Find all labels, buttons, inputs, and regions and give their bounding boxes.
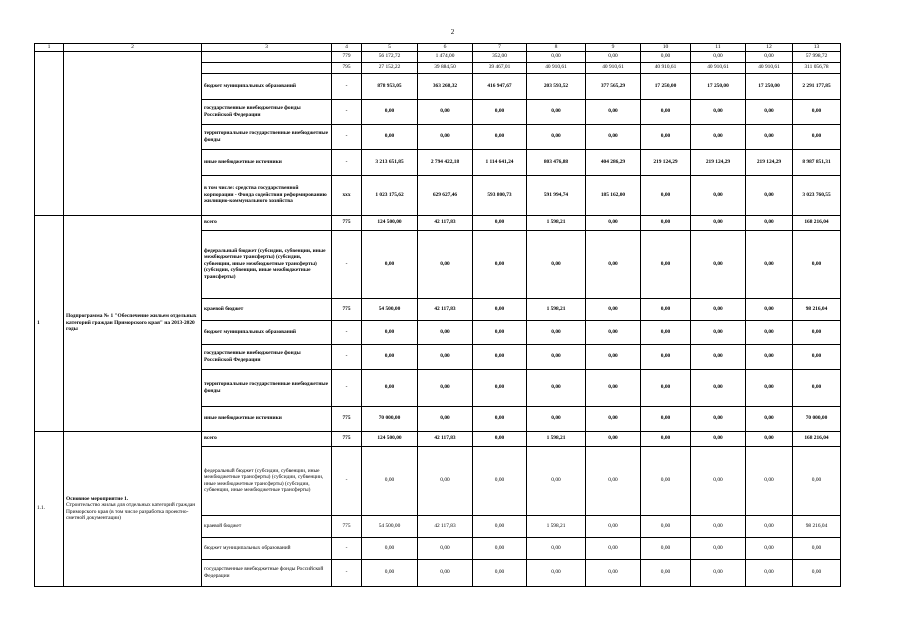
header-cell: 8 bbox=[527, 44, 586, 52]
value-cell: 0,00 bbox=[527, 537, 586, 559]
activity-name bbox=[64, 431, 202, 586]
value-cell: 1 598,21 bbox=[527, 215, 586, 230]
value-cell: 0,00 bbox=[793, 446, 841, 515]
budget-table-body bbox=[35, 44, 841, 587]
value-cell: 0,00 bbox=[473, 230, 527, 298]
code-cell: 775 bbox=[332, 406, 362, 431]
value-cell: 0,00 bbox=[362, 537, 418, 559]
value-cell: 0,00 bbox=[746, 559, 793, 586]
header-cell: 12 bbox=[746, 44, 793, 52]
value-cell: 39 884,50 bbox=[418, 62, 473, 73]
value-cell: 0,00 bbox=[473, 344, 527, 369]
value-cell: 1 474,00 bbox=[418, 51, 473, 62]
table-row bbox=[35, 51, 841, 62]
value-cell: 1 114 641,24 bbox=[473, 149, 527, 175]
value-cell: 0,00 bbox=[793, 537, 841, 559]
value-cell: 404 286,29 bbox=[586, 149, 641, 175]
header-cell: 2 bbox=[64, 44, 202, 52]
funding-source-cell: государственные внебюджетные фонды Российской Федерации bbox=[202, 559, 332, 586]
value-cell: 0,00 bbox=[473, 298, 527, 320]
value-cell: 0,00 bbox=[586, 515, 641, 537]
code-cell: 775 bbox=[332, 431, 362, 446]
code-cell: - bbox=[332, 124, 362, 149]
value-cell: 0,00 bbox=[527, 124, 586, 149]
value-cell: 593 800,73 bbox=[473, 175, 527, 215]
value-cell: 0,00 bbox=[362, 99, 418, 124]
value-cell: 0,00 bbox=[691, 320, 746, 344]
header-cell: 11 bbox=[691, 44, 746, 52]
value-cell: 0,00 bbox=[691, 431, 746, 446]
value-cell: 0,00 bbox=[473, 559, 527, 586]
value-cell: 0,00 bbox=[527, 99, 586, 124]
value-cell: 0,00 bbox=[527, 320, 586, 344]
value-cell: 0,00 bbox=[586, 369, 641, 406]
value-cell: 0,00 bbox=[746, 124, 793, 149]
value-cell: 0,00 bbox=[641, 215, 691, 230]
subprogram-name: Подпрограмма № 1 "Обеспечение жильем отдельных категорий граждан Приморского края" на 2013-2020 годы bbox=[64, 215, 202, 431]
value-cell: 0,00 bbox=[793, 369, 841, 406]
value-cell: 0,00 bbox=[362, 559, 418, 586]
value-cell: 0,00 bbox=[746, 406, 793, 431]
value-cell: 124 500,00 bbox=[362, 431, 418, 446]
value-cell: 0,00 bbox=[746, 230, 793, 298]
value-cell: 0,00 bbox=[586, 124, 641, 149]
value-cell: 0,00 bbox=[473, 446, 527, 515]
header-cell: 6 bbox=[418, 44, 473, 52]
value-cell: 54 500,00 bbox=[362, 515, 418, 537]
value-cell: 8 987 851,31 bbox=[793, 149, 841, 175]
page-number: 2 bbox=[450, 28, 455, 36]
value-cell: 98 216,04 bbox=[793, 515, 841, 537]
value-cell: 0,00 bbox=[746, 175, 793, 215]
header-cell: 13 bbox=[793, 44, 841, 52]
funding-source-cell: в том числе: средства государственной корпорации - Фонда содействия реформированию жилищно-коммунального хозяйства bbox=[202, 175, 332, 215]
value-cell: 0,00 bbox=[527, 406, 586, 431]
value-cell: 2 291 177,85 bbox=[793, 73, 841, 99]
code-cell: 775 bbox=[332, 515, 362, 537]
value-cell: 56 172,72 bbox=[362, 51, 418, 62]
value-cell: 0,00 bbox=[641, 406, 691, 431]
value-cell: 0,00 bbox=[418, 446, 473, 515]
table-row bbox=[35, 431, 841, 446]
funding-source-cell: краевой бюджет bbox=[202, 515, 332, 537]
value-cell: 0,00 bbox=[527, 230, 586, 298]
subprogram-number: 1 bbox=[35, 215, 64, 431]
value-cell: 0,00 bbox=[746, 298, 793, 320]
value-cell: 0,00 bbox=[586, 344, 641, 369]
value-cell: 0,00 bbox=[418, 124, 473, 149]
value-cell: 1 598,21 bbox=[527, 431, 586, 446]
value-cell: 219 124,29 bbox=[641, 149, 691, 175]
value-cell: 0,00 bbox=[641, 298, 691, 320]
code-cell: 795 bbox=[332, 62, 362, 73]
value-cell: 0,00 bbox=[362, 446, 418, 515]
value-cell: 0,00 bbox=[691, 406, 746, 431]
value-cell: 1 023 175,62 bbox=[362, 175, 418, 215]
header-cell: 7 bbox=[473, 44, 527, 52]
value-cell: 0,00 bbox=[418, 537, 473, 559]
value-cell: 42 117,83 bbox=[418, 298, 473, 320]
funding-source-cell: федеральный бюджет (субсидии, субвенции, иные межбюджетные трансферты) (субсидии, субвенции, иные межбюджетные трансферты) (субсидии, субвенции, иные межбюджетные трансферты) bbox=[202, 446, 332, 515]
value-cell: 17 250,00 bbox=[691, 73, 746, 99]
value-cell: 0,00 bbox=[586, 230, 641, 298]
value-cell: 0,00 bbox=[586, 215, 641, 230]
value-cell: 0,00 bbox=[746, 515, 793, 537]
value-cell: 0,00 bbox=[418, 344, 473, 369]
value-cell: 0,00 bbox=[586, 406, 641, 431]
value-cell: 185 162,00 bbox=[586, 175, 641, 215]
funding-source-cell: бюджет муниципальных образований bbox=[202, 73, 332, 99]
value-cell: 42 117,83 bbox=[418, 431, 473, 446]
value-cell: 0,00 bbox=[691, 369, 746, 406]
value-cell: 0,00 bbox=[691, 99, 746, 124]
value-cell: 70 000,00 bbox=[362, 406, 418, 431]
funding-source-cell: федеральный бюджет (субсидии, субвенции, иные межбюджетные трансферты) (субсидии, субвенции, иные межбюджетные трансферты) (субсидии, субвенции, иные межбюджетные трансферты) bbox=[202, 230, 332, 298]
value-cell: 0,00 bbox=[641, 175, 691, 215]
value-cell: 0,00 bbox=[586, 320, 641, 344]
value-cell: 0,00 bbox=[691, 124, 746, 149]
value-cell: 54 500,00 bbox=[362, 298, 418, 320]
code-cell: - bbox=[332, 369, 362, 406]
funding-source-cell: бюджет муниципальных образований bbox=[202, 537, 332, 559]
value-cell: 363 268,32 bbox=[418, 73, 473, 99]
value-cell: 0,00 bbox=[362, 230, 418, 298]
code-cell: - bbox=[332, 230, 362, 298]
value-cell: 124 500,00 bbox=[362, 215, 418, 230]
value-cell: 0,00 bbox=[362, 369, 418, 406]
value-cell: 0,00 bbox=[418, 99, 473, 124]
activity-description: Строительство жилья для отдельных категорий граждан Приморского края (в том числе разработка проектно-сметной документации) bbox=[66, 502, 196, 522]
code-cell: 775 bbox=[332, 215, 362, 230]
value-cell: 57 998,72 bbox=[793, 51, 841, 62]
value-cell: 40 910,61 bbox=[527, 62, 586, 73]
value-cell: 0,00 bbox=[641, 320, 691, 344]
value-cell: 0,00 bbox=[418, 320, 473, 344]
value-cell: 168 216,04 bbox=[793, 215, 841, 230]
value-cell: 3 213 651,85 bbox=[362, 149, 418, 175]
funding-source-cell: всего bbox=[202, 431, 332, 446]
value-cell: 0,00 bbox=[473, 537, 527, 559]
value-cell: 42 117,83 bbox=[418, 215, 473, 230]
header-cell: 1 bbox=[35, 44, 64, 52]
value-cell: 40 910,61 bbox=[691, 62, 746, 73]
value-cell: 0,00 bbox=[746, 446, 793, 515]
value-cell: 0,00 bbox=[793, 99, 841, 124]
value-cell: 878 953,05 bbox=[362, 73, 418, 99]
value-cell: 203 593,52 bbox=[527, 73, 586, 99]
funding-source-cell: территориальные государственные внебюджетные фонды bbox=[202, 124, 332, 149]
funding-source-cell: территориальные государственные внебюджетные фонды bbox=[202, 369, 332, 406]
value-cell: 0,00 bbox=[746, 537, 793, 559]
value-cell: 0,00 bbox=[746, 320, 793, 344]
value-cell: 40 910,61 bbox=[641, 62, 691, 73]
funding-source-cell: государственные внебюджетные фонды Российской Федерации bbox=[202, 344, 332, 369]
value-cell: 0,00 bbox=[473, 99, 527, 124]
value-cell: 0,00 bbox=[586, 446, 641, 515]
value-cell: 0,00 bbox=[691, 559, 746, 586]
value-cell: 0,00 bbox=[746, 215, 793, 230]
value-cell: 219 124,29 bbox=[746, 149, 793, 175]
funding-source-cell: иные внебюджетные источники bbox=[202, 149, 332, 175]
value-cell: 0,00 bbox=[691, 51, 746, 62]
value-cell: 0,00 bbox=[527, 559, 586, 586]
value-cell: 0,00 bbox=[418, 406, 473, 431]
value-cell: 0,00 bbox=[641, 431, 691, 446]
value-cell: 0,00 bbox=[691, 175, 746, 215]
header-cell: 5 bbox=[362, 44, 418, 52]
value-cell: 0,00 bbox=[418, 369, 473, 406]
header-cell: 3 bbox=[202, 44, 332, 52]
value-cell: 0,00 bbox=[691, 344, 746, 369]
value-cell: 629 627,46 bbox=[418, 175, 473, 215]
code-cell: - bbox=[332, 320, 362, 344]
column-number-row bbox=[35, 44, 841, 52]
value-cell: 0,00 bbox=[641, 124, 691, 149]
value-cell: 803 476,88 bbox=[527, 149, 586, 175]
funding-source-cell: краевой бюджет bbox=[202, 298, 332, 320]
value-cell: 0,00 bbox=[691, 515, 746, 537]
code-cell: - bbox=[332, 559, 362, 586]
value-cell: 0,00 bbox=[473, 215, 527, 230]
funding-source-cell: иные внебюджетные источники bbox=[202, 406, 332, 431]
table-row bbox=[35, 215, 841, 230]
funding-source-cell: бюджет муниципальных образований bbox=[202, 320, 332, 344]
value-cell: 1 598,21 bbox=[527, 298, 586, 320]
header-cell: 9 bbox=[586, 44, 641, 52]
value-cell: 0,00 bbox=[691, 537, 746, 559]
value-cell: 168 216,04 bbox=[793, 431, 841, 446]
value-cell: 0,00 bbox=[746, 369, 793, 406]
value-cell: 0,00 bbox=[586, 537, 641, 559]
code-cell: - bbox=[332, 344, 362, 369]
code-cell: - bbox=[332, 99, 362, 124]
value-cell: 0,00 bbox=[793, 344, 841, 369]
activity-number: 1.1. bbox=[35, 431, 64, 586]
code-cell: 779 bbox=[332, 51, 362, 62]
value-cell: 0,00 bbox=[793, 559, 841, 586]
value-cell: 0,00 bbox=[473, 369, 527, 406]
continued-name-cell bbox=[64, 51, 202, 215]
value-cell: 0,00 bbox=[527, 344, 586, 369]
value-cell: 0,00 bbox=[691, 230, 746, 298]
code-cell: ххх bbox=[332, 175, 362, 215]
value-cell: 0,00 bbox=[418, 230, 473, 298]
value-cell: 0,00 bbox=[586, 431, 641, 446]
activity-title: Основное мероприятие 1. bbox=[66, 495, 129, 502]
value-cell: 0,00 bbox=[691, 215, 746, 230]
value-cell: 0,00 bbox=[691, 446, 746, 515]
value-cell: 27 152,22 bbox=[362, 62, 418, 73]
value-cell: 0,00 bbox=[473, 320, 527, 344]
value-cell: 0,00 bbox=[746, 51, 793, 62]
value-cell: 0,00 bbox=[586, 99, 641, 124]
code-cell: - bbox=[332, 149, 362, 175]
value-cell: 0,00 bbox=[586, 51, 641, 62]
code-cell: - bbox=[332, 446, 362, 515]
value-cell: 0,00 bbox=[527, 51, 586, 62]
value-cell: 1 598,21 bbox=[527, 515, 586, 537]
value-cell: 0,00 bbox=[527, 369, 586, 406]
value-cell: 0,00 bbox=[746, 99, 793, 124]
value-cell: 39 467,01 bbox=[473, 62, 527, 73]
value-cell: 0,00 bbox=[641, 446, 691, 515]
value-cell: 0,00 bbox=[473, 406, 527, 431]
funding-source-cell bbox=[202, 62, 332, 73]
value-cell: 0,00 bbox=[641, 230, 691, 298]
value-cell: 0,00 bbox=[746, 431, 793, 446]
header-cell: 10 bbox=[641, 44, 691, 52]
value-cell: 0,00 bbox=[641, 99, 691, 124]
value-cell: 0,00 bbox=[641, 559, 691, 586]
value-cell: 0,00 bbox=[362, 320, 418, 344]
code-cell: - bbox=[332, 537, 362, 559]
value-cell: 0,00 bbox=[691, 298, 746, 320]
value-cell: 377 565,29 bbox=[586, 73, 641, 99]
value-cell: 0,00 bbox=[641, 344, 691, 369]
funding-source-cell bbox=[202, 51, 332, 62]
value-cell: 0,00 bbox=[586, 298, 641, 320]
value-cell: 98 216,04 bbox=[793, 298, 841, 320]
value-cell: 0,00 bbox=[641, 369, 691, 406]
value-cell: 17 250,00 bbox=[641, 73, 691, 99]
value-cell: 17 250,00 bbox=[746, 73, 793, 99]
value-cell: 0,00 bbox=[418, 559, 473, 586]
code-cell: 775 bbox=[332, 298, 362, 320]
funding-source-cell: государственные внебюджетные фонды Российской Федерации bbox=[202, 99, 332, 124]
continued-number-cell bbox=[35, 51, 64, 215]
value-cell: 311 056,78 bbox=[793, 62, 841, 73]
value-cell: 591 994,74 bbox=[527, 175, 586, 215]
value-cell: 3 023 760,55 bbox=[793, 175, 841, 215]
value-cell: 0,00 bbox=[362, 124, 418, 149]
budget-table bbox=[34, 43, 841, 587]
value-cell: 0,00 bbox=[362, 344, 418, 369]
value-cell: 352,00 bbox=[473, 51, 527, 62]
value-cell: 0,00 bbox=[586, 559, 641, 586]
value-cell: 416 947,67 bbox=[473, 73, 527, 99]
code-cell: - bbox=[332, 73, 362, 99]
value-cell: 0,00 bbox=[641, 537, 691, 559]
value-cell: 70 000,00 bbox=[793, 406, 841, 431]
value-cell: 0,00 bbox=[473, 515, 527, 537]
header-cell: 4 bbox=[332, 44, 362, 52]
value-cell: 42 117,83 bbox=[418, 515, 473, 537]
value-cell: 0,00 bbox=[527, 446, 586, 515]
value-cell: 0,00 bbox=[793, 124, 841, 149]
value-cell: 40 910,61 bbox=[586, 62, 641, 73]
value-cell: 0,00 bbox=[641, 51, 691, 62]
value-cell: 0,00 bbox=[641, 515, 691, 537]
value-cell: 0,00 bbox=[473, 124, 527, 149]
value-cell: 0,00 bbox=[746, 344, 793, 369]
value-cell: 0,00 bbox=[793, 320, 841, 344]
value-cell: 2 794 422,18 bbox=[418, 149, 473, 175]
value-cell: 219 124,29 bbox=[691, 149, 746, 175]
funding-source-cell: всего bbox=[202, 215, 332, 230]
value-cell: 0,00 bbox=[793, 230, 841, 298]
value-cell: 40 910,61 bbox=[746, 62, 793, 73]
value-cell: 0,00 bbox=[473, 431, 527, 446]
